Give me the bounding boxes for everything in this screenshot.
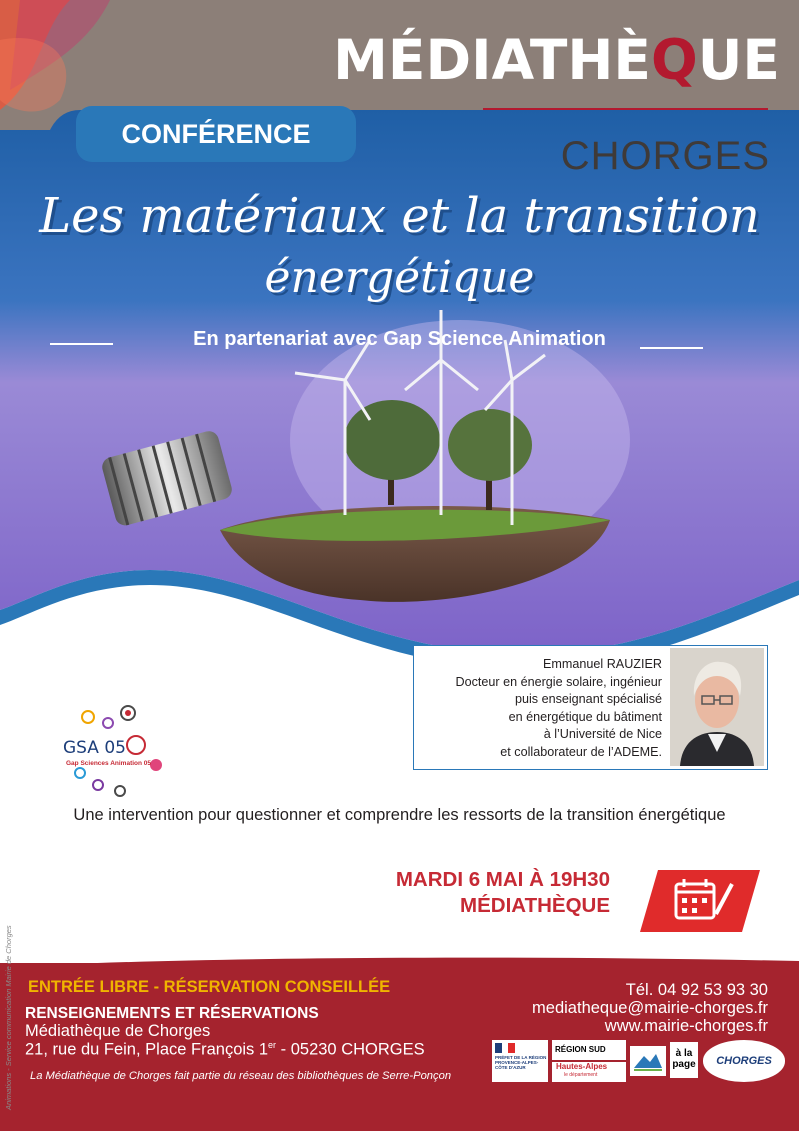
calendar-icon [640, 870, 760, 932]
partnership-text: En partenariat avec Gap Science Animation [193, 328, 606, 350]
phone-number: Tél. 04 92 53 93 30 [625, 981, 768, 999]
speaker-photo [670, 648, 764, 766]
credit-line: Animations - Service communication Mairie de Chorges [4, 925, 13, 1110]
prefet-logo [492, 1040, 548, 1082]
event-title-line-2: énergétique [264, 252, 535, 303]
network-note: La Médiathèque de Chorges fait partie du réseau des bibliothèques de Serre-Ponçon [30, 1070, 452, 1082]
serre-poncon-logo [630, 1046, 666, 1076]
hautes-alpes-logo: Hautes-Alpes le département [552, 1062, 626, 1082]
gsa05-logo [58, 705, 173, 800]
email-link[interactable]: mediatheque@mairie-chorges.fr [532, 999, 768, 1017]
speaker-text [415, 656, 662, 761]
event-venue: MÉDIATHÈQUE [460, 894, 610, 917]
speaker-bio-line: en énergétique du bâtiment [508, 709, 662, 724]
prefet-logo-text: PRÉFET DE LA RÉGION PROVENCE-ALPES-CÔTE D'AZUR [495, 1055, 547, 1070]
event-tagline: Une intervention pour questionner et comprendre les ressorts de la transition énergétique [73, 806, 726, 824]
speaker-bio-line: Docteur en énergie solaire, ingénieur [455, 674, 662, 689]
venue-address: 21, rue du Fein, Place François 1er - 05230 CHORGES [25, 1040, 425, 1059]
event-date: MARDI 6 MAI À 19H30 [395, 868, 610, 891]
town-name: CHORGES [560, 134, 770, 178]
region-sud-logo: RÉGION SUD [552, 1040, 626, 1060]
free-entry-notice: ENTRÉE LIBRE - RÉSERVATION CONSEILLÉE [28, 978, 391, 996]
speaker-bio-line: et collaborateur de l’ADEME. [500, 744, 662, 759]
mediatheque-title: MÉDIATHÈQUE [333, 28, 780, 92]
gsa-logo-name: GSA 05 [63, 738, 126, 758]
chorges-town-logo: CHORGES [703, 1040, 785, 1082]
speaker-bio-line: à l’Université de Nice [543, 727, 662, 741]
partner-divider-right [640, 347, 703, 349]
speaker-bio-line: puis enseignant spécialisé [514, 692, 662, 706]
event-title-line-1: Les matériaux et la transition [39, 188, 760, 244]
speaker-name: Emmanuel RAUZIER [543, 657, 662, 671]
info-heading: RENSEIGNEMENTS ET RÉSERVATIONS [25, 1005, 319, 1022]
footer-wave [0, 955, 799, 975]
conference-tag: CONFÉRENCE [76, 106, 356, 162]
venue-name: Médiathèque de Chorges [25, 1022, 211, 1040]
a-la-page-logo: à la page [670, 1042, 698, 1078]
website-link[interactable]: www.mairie-chorges.fr [604, 1017, 768, 1035]
gsa-logo-subtitle: Gap Sciences Animation 05 [66, 760, 152, 767]
